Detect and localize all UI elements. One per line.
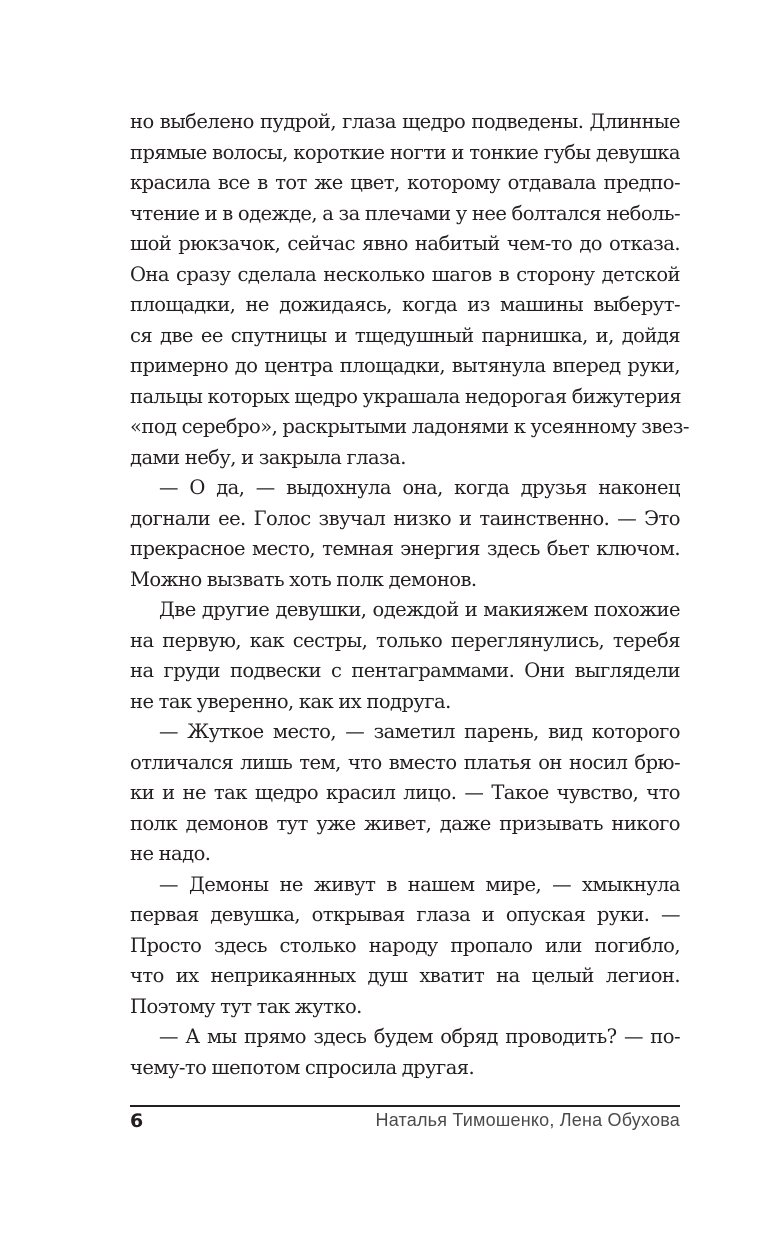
text-line: примерно до центра площадки, вытянула вперед руки,: [130, 354, 680, 377]
text-line: Поэтому тут так жутко.: [130, 994, 362, 1018]
text-line: Две другие девушки, одеждой и макияжем похожие: [159, 598, 680, 621]
text-line: ки и не так щедро красил лицо. — Такое чувство, что: [130, 781, 680, 804]
text-line: Просто здесь столько народу пропало или погибло,: [130, 933, 680, 957]
text-line: — А мы прямо здесь будем обряд проводить? — по-: [159, 1025, 680, 1048]
text-line: пальцы которых щедро украшала недорогая бижутерия: [130, 384, 682, 408]
text-line: дами небу, и закрыла глаза.: [130, 445, 406, 469]
text-line: догнали ее. Голос звучал низко и таинственно. — Это: [130, 506, 680, 530]
text-line: не надо.: [130, 842, 211, 865]
text-line: на груди подвески с пентаграммами. Они выглядели: [130, 659, 680, 682]
text-line: площадки, не дожидаясь, когда из машины выберут-: [130, 293, 680, 316]
text-line: — О да, — выдохнула она, когда друзья наконец: [159, 476, 680, 499]
text-line: не так уверенно, как их подруга.: [130, 689, 451, 713]
text-line: чему-то шепотом спросила другая.: [130, 1055, 475, 1079]
text-line: красила все в тот же цвет, которому отдавала предпо-: [130, 171, 680, 194]
book-page-text: [130, 107, 689, 1083]
page-footer: [130, 1105, 680, 1147]
text-line: шой рюкзачок, сейчас явно набитый чем-то до отказа.: [130, 232, 680, 255]
text-line: — Демоны не живут в нашем мире, — хмыкнула: [159, 872, 680, 896]
text-line: первая девушка, открывая глаза и опуская руки. —: [130, 903, 680, 926]
text-line: прямые волосы, короткие ногти и тонкие губы девушка: [130, 140, 680, 164]
text-line: «под серебро», раскрытыми ладонями к усеянному звез-: [130, 415, 689, 438]
text-line: прекрасное место, темная энергия здесь бьет ключом.: [130, 537, 680, 560]
text-line: — Жуткое место, — заметил парень, вид которого: [159, 720, 680, 743]
text-line: Можно вызвать хоть полк демонов.: [130, 567, 477, 591]
text-line: Она сразу сделала несколько шагов в сторону детской: [130, 262, 680, 286]
text-line: ся две ее спутницы и тщедушный парнишка, и, дойдя: [130, 323, 680, 347]
text-line: но выбелено пудрой, глаза щедро подведены. Длинные: [130, 110, 680, 133]
text-line: что их неприкаянных душ хватит на целый легион.: [130, 964, 680, 987]
text-line: чтение и в одежде, а за плечами у нее болтался неболь-: [130, 201, 680, 225]
text-line: полк демонов тут уже живет, даже призывать никого: [130, 811, 680, 835]
running-head-authors: Наталья Тимошенко, Лена Обухова: [375, 1110, 680, 1130]
text-line: отличался лишь тем, что вместо платья он носил брю-: [130, 750, 680, 774]
text-line: на первую, как сестры, только переглянулись, теребя: [130, 628, 680, 652]
page-number: 6: [130, 1110, 144, 1132]
